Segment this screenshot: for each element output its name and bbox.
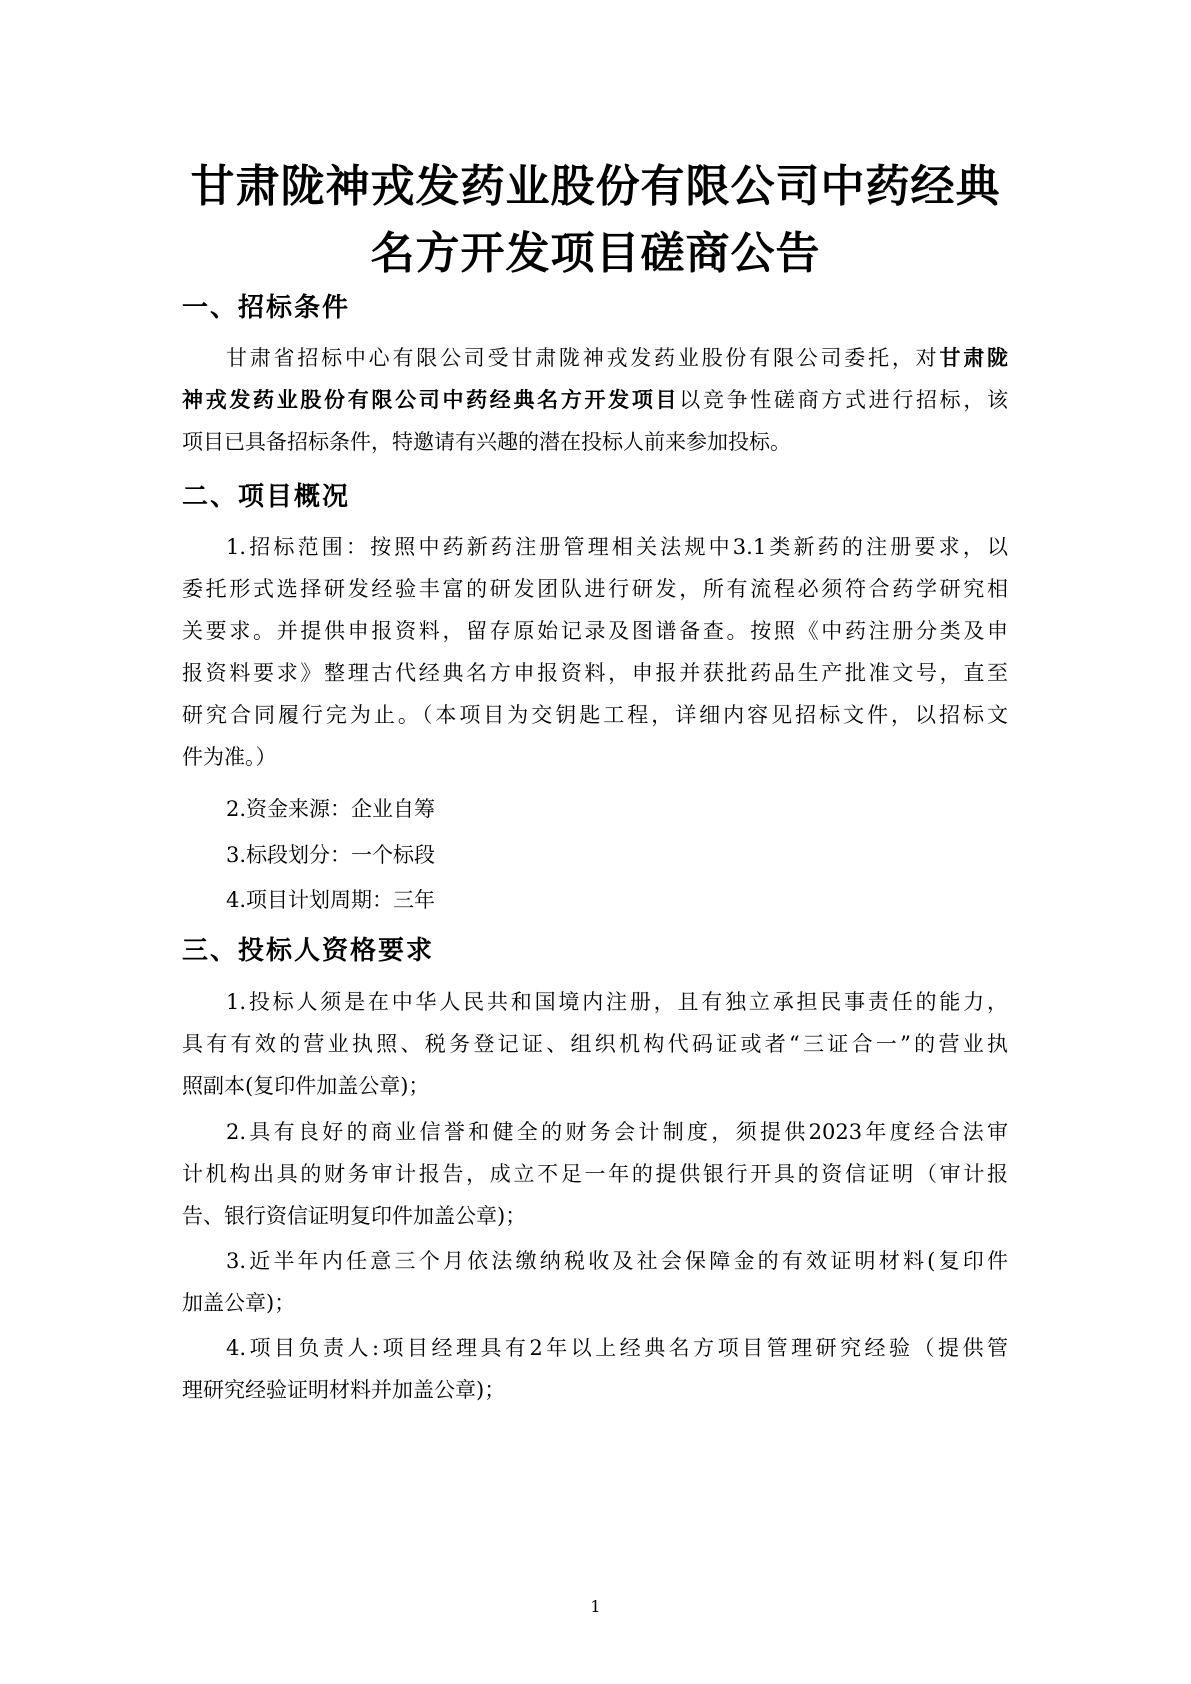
text-line: 3.近半年内任意三个月依法缴纳税收及社会保障金的有效证明材料(复印件 bbox=[226, 1249, 1008, 1273]
text-line: 加盖公章)； bbox=[182, 1291, 296, 1315]
text-line: 告、银行资信证明复印件加盖公章)； bbox=[182, 1204, 527, 1228]
paragraph-qualification-3 bbox=[182, 1240, 1008, 1324]
text-line: 照副本(复印件加盖公章)； bbox=[182, 1074, 430, 1098]
paragraph-bidding-conditions bbox=[182, 337, 1008, 463]
text-line bbox=[182, 337, 1008, 379]
text-line: 4.项目负责人:项目经理具有2年以上经典名方项目管理研究经验（提供管 bbox=[226, 1336, 1008, 1360]
paragraph-project-period bbox=[182, 879, 1008, 921]
section-heading-project-overview: 二、项目概况 bbox=[182, 482, 351, 512]
text-line: 1.招标范围：按照中药新药注册管理相关法规中3.1类新药的注册要求，以 bbox=[226, 535, 1008, 559]
text-line: 件为准。） bbox=[182, 745, 277, 769]
document-title-line-1: 甘肃陇神戎发药业股份有限公司中药经典 bbox=[190, 161, 1001, 212]
section-heading-bidding-conditions: 一、招标条件 bbox=[182, 293, 351, 323]
text-line: 关要求。并提供申报资料，留存原始记录及图谱备查。按照《中药注册分类及申 bbox=[182, 619, 1008, 643]
text-line: 计机构出具的财务审计报告，成立不足一年的提供银行开具的资信证明（审计报 bbox=[182, 1162, 1008, 1186]
text-line: 具有有效的营业执照、税务登记证、组织机构代码证或者“三证合一”的营业执 bbox=[182, 1032, 1008, 1056]
text-line bbox=[182, 379, 1008, 421]
text-line: 2.资金来源：企业自筹 bbox=[226, 797, 436, 821]
paragraph-lot-division bbox=[182, 834, 1008, 876]
text-line: 2.具有良好的商业信誉和健全的财务会计制度，须提供2023年度经合法审 bbox=[226, 1120, 1008, 1144]
text-line: 1.投标人须是在中华人民共和国境内注册，且有独立承担民事责任的能力， bbox=[226, 990, 1008, 1014]
project-name-bold: 甘肃陇 bbox=[939, 346, 1008, 370]
text-line: 4.项目计划周期：三年 bbox=[226, 888, 436, 912]
text-line: 报资料要求》整理古代经典名方申报资料，申报并获批药品生产批准文号，直至 bbox=[182, 661, 1008, 685]
text-span: 甘肃省招标中心有限公司受甘肃陇神戎发药业股份有限公司委托，对 bbox=[226, 346, 940, 370]
paragraph-funding-source bbox=[182, 788, 1008, 830]
text-line: 研究合同履行完为止。（本项目为交钥匙工程，详细内容见招标文件，以招标文 bbox=[182, 703, 1008, 727]
project-name-bold: 神戎发药业股份有限公司中药经典名方开发项目 bbox=[182, 388, 680, 412]
text-line: 理研究经验证明材料并加盖公章)； bbox=[182, 1378, 506, 1402]
section-heading-bidder-qualifications: 三、投标人资格要求 bbox=[182, 936, 435, 966]
document-title-line-2: 名方开发项目磋商公告 bbox=[370, 228, 821, 279]
paragraph-qualification-4 bbox=[182, 1327, 1008, 1411]
text-span: 以竞争性磋商方式进行招标，该 bbox=[679, 388, 1009, 412]
text-line: 委托形式选择研发经验丰富的研发团队进行研发，所有流程必须符合药学研究相 bbox=[182, 577, 1008, 601]
paragraph-bidding-scope bbox=[182, 526, 1008, 778]
paragraph-qualification-1 bbox=[182, 981, 1008, 1107]
text-line: 3.标段划分：一个标段 bbox=[226, 843, 436, 867]
text-line: 项目已具备招标条件，特邀请有兴趣的潜在投标人前来参加投标。 bbox=[182, 430, 791, 454]
page-number: 1 bbox=[590, 1597, 601, 1616]
paragraph-qualification-2 bbox=[182, 1111, 1008, 1237]
